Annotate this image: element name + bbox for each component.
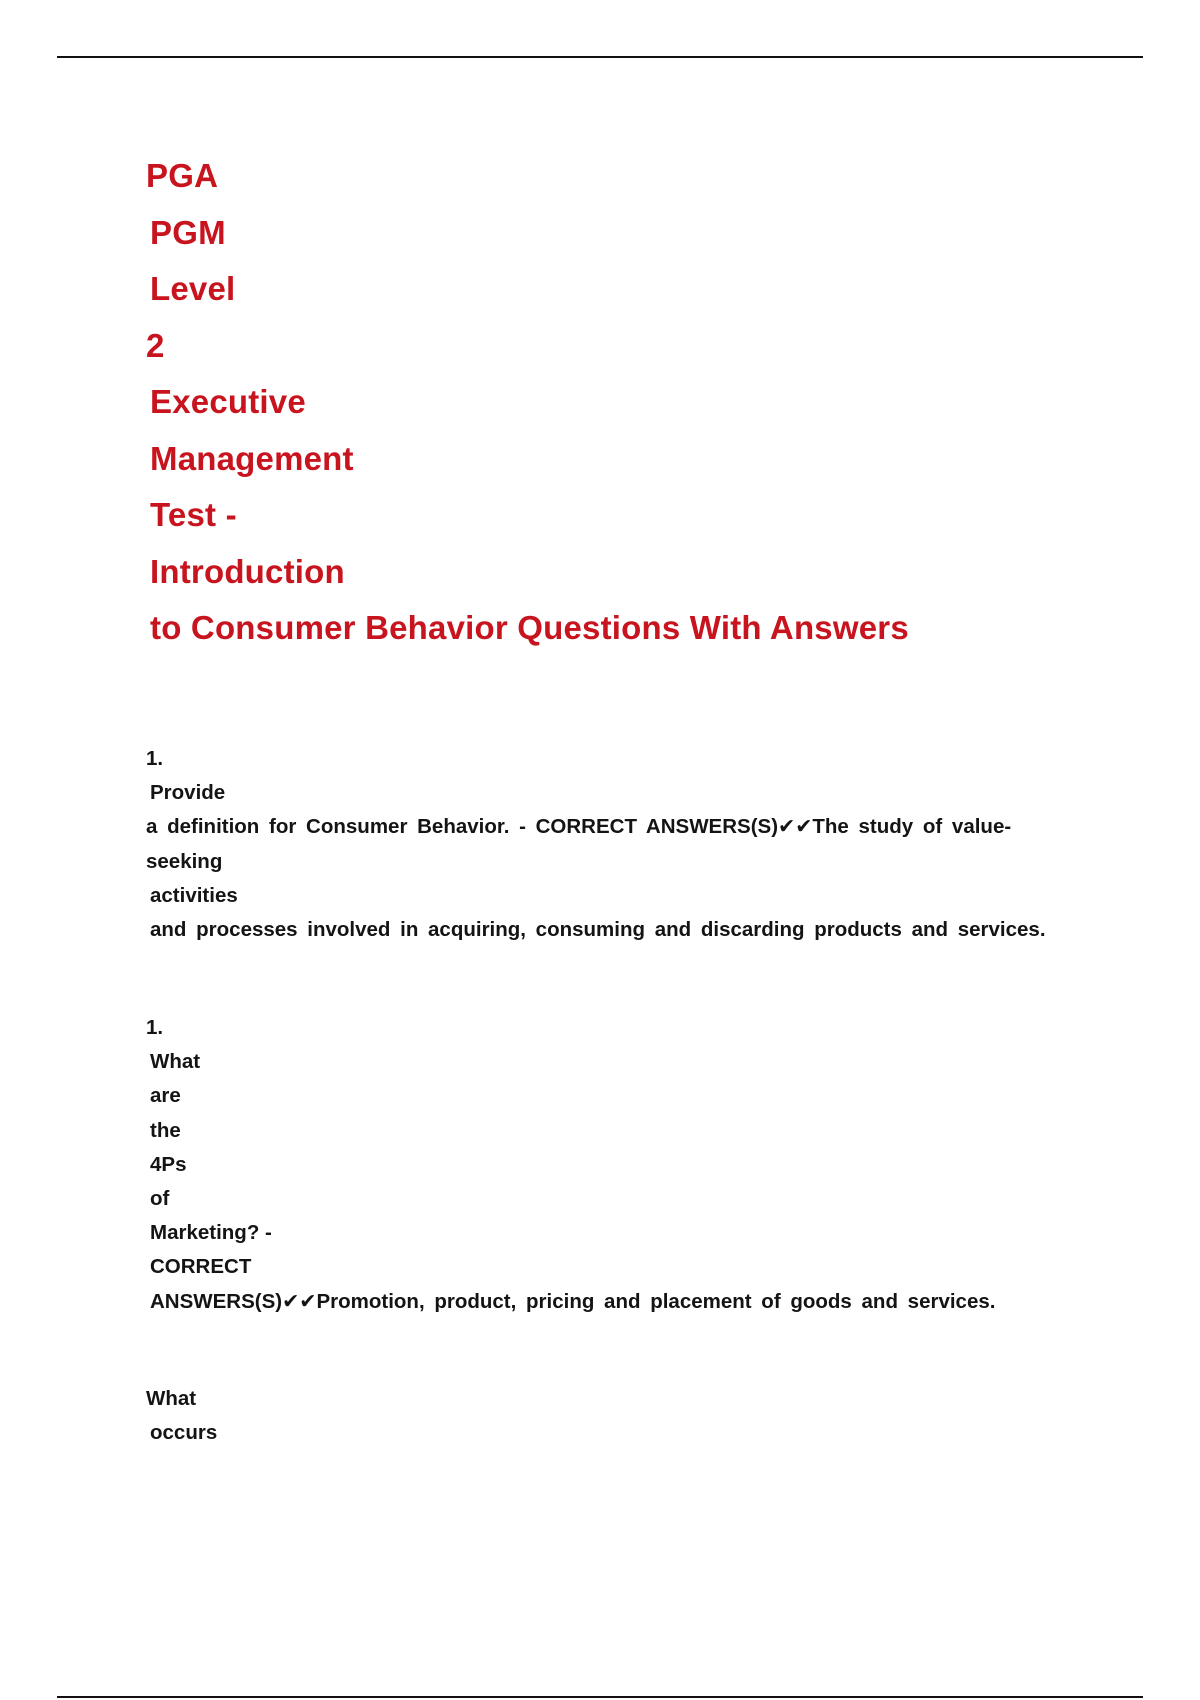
question-text: 4Ps bbox=[150, 1152, 187, 1176]
question-text: occurs bbox=[150, 1421, 218, 1445]
title-line: Management bbox=[150, 439, 354, 477]
header-rule bbox=[57, 56, 1143, 58]
question-text: of bbox=[150, 1187, 170, 1211]
document-title bbox=[146, 148, 909, 657]
title-line: Level bbox=[150, 270, 236, 307]
question-block bbox=[146, 742, 1046, 947]
question-text: Provide bbox=[150, 781, 226, 805]
question-text: are bbox=[150, 1084, 181, 1108]
footer-rule bbox=[57, 1696, 1143, 1698]
question-text: Marketing? - bbox=[150, 1221, 272, 1245]
answer-text: ANSWERS(S)✔✔Promotion, product, pricing and placement of goods and services. bbox=[150, 1289, 996, 1313]
answer-label: CORRECT bbox=[150, 1255, 252, 1279]
question-text: What bbox=[146, 1387, 197, 1410]
title-line: PGM bbox=[150, 213, 226, 251]
answer-text: seeking bbox=[146, 849, 223, 873]
title-line: 2 bbox=[146, 326, 165, 364]
question-number: 1. bbox=[146, 747, 164, 770]
question-text: the bbox=[150, 1118, 181, 1142]
title-line: to Consumer Behavior Questions With Answers bbox=[150, 609, 909, 646]
question-block bbox=[146, 1382, 217, 1450]
question-block bbox=[146, 1011, 995, 1319]
answer-text: activities bbox=[150, 883, 238, 907]
title-line: Test - bbox=[150, 496, 237, 533]
question-text: What bbox=[150, 1050, 201, 1074]
title-line: PGA bbox=[146, 157, 219, 194]
question-text: a definition for Consumer Behavior. - CORRECT ANSWERS(S)✔✔The study of value- bbox=[146, 815, 1012, 839]
question-number: 1. bbox=[146, 1016, 164, 1039]
title-line: Introduction bbox=[150, 552, 345, 590]
title-line: Executive bbox=[150, 383, 306, 420]
answer-text: and processes involved in acquiring, consuming and discarding products and services. bbox=[150, 918, 1046, 942]
